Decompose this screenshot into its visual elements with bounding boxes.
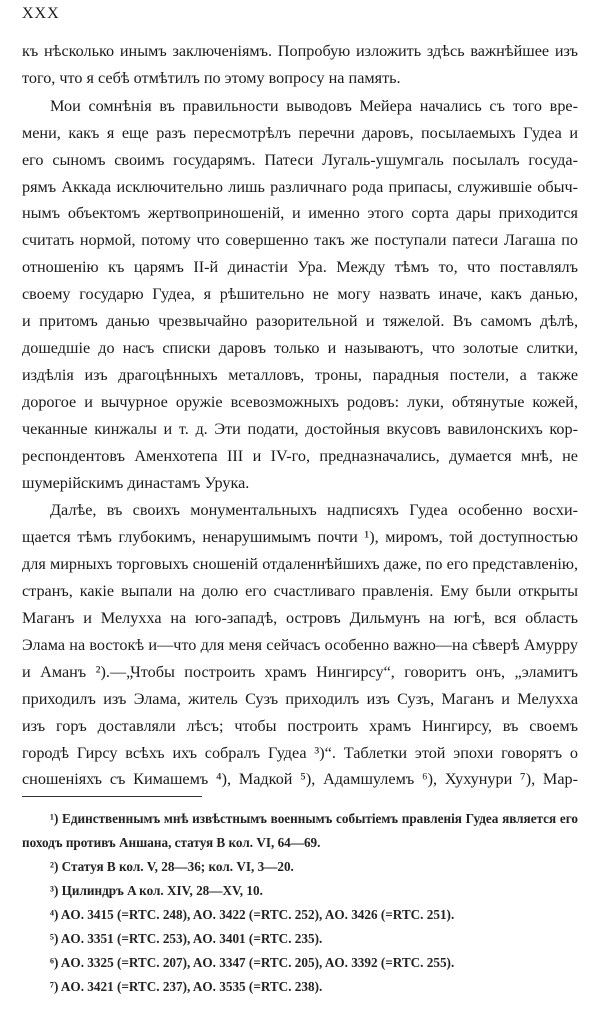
footnote-divider xyxy=(22,796,202,797)
text-line: своему государю Гудеа, я рѣшительно не могу назвать иначе, какъ данью, xyxy=(22,285,578,304)
text-line: того, что я себѣ отмѣтилъ по этому вопросу на память. xyxy=(22,68,401,87)
footnote-line: ⁴) AO. 3415 (=RTC. 248), AO. 3422 (=RTC. 252), AO. 3426 (=RTC. 251). xyxy=(50,907,455,923)
text-line: мени, какъ я еще разъ пересмотрѣлъ перечни даровъ, посылаемыхъ Гудеа и xyxy=(22,123,578,142)
text-line: шумерійскимъ династамъ Урука. xyxy=(22,473,250,492)
footnote-line: ⁷) AO. 3421 (=RTC. 237), AO. 3535 (=RTC. 238). xyxy=(50,979,323,995)
text-line: издѣлія изъ драгоцѣнныхъ металловъ, троны, парадныя постели, а также xyxy=(22,365,578,384)
footnote-line: ⁵) AO. 3351 (=RTC. 253), AO. 3401 (=RTC. 235). xyxy=(50,931,323,947)
text-line: для мирныхъ торговыхъ сношеній отдаленнѣйшихъ даже, по его представленію, xyxy=(22,555,578,574)
text-line: Элама на востокѣ и—что для меня сейчасъ особенно важно—на сѣверѣ Амурру xyxy=(22,635,578,654)
footnote-line: ⁶) AO. 3325 (=RTC. 207), AO. 3347 (=RTC. 205), AO. 3392 (=RTC. 255). xyxy=(50,955,455,971)
text-line: Мои сомнѣнія въ правильности выводовъ Мейера начались съ того вре- xyxy=(50,96,578,115)
text-line: дорогое и вычурное оружіе всевозможныхъ родовъ: луки, обтянутые кожей, xyxy=(22,392,578,411)
footnote-line: ²) Статуя B кол. V, 28—36; кол. VI, 3—20. xyxy=(50,859,294,875)
paragraph xyxy=(22,497,578,793)
text-line: городѣ Гирсу всѣхъ ихъ собралъ Гудеа ³)“. Таблетки этой эпохи говорятъ о xyxy=(22,743,578,762)
text-line: рямъ Аккада исключительно лишь различнаго рода припасы, служившіе обыч- xyxy=(22,177,578,196)
text-line: респондентовъ Аменхотепа III и IV-го, предназначались, думается мнѣ, не xyxy=(22,446,578,465)
text-line: и притомъ данью чрезвычайно разорительной и тяжелой. Въ самомъ дѣлѣ, xyxy=(22,312,578,331)
text-line: Маганъ и Мелухха на юго-западѣ, островъ Дильмунъ на югѣ, вся область xyxy=(22,609,578,628)
text-line: его сыномъ своимъ государямъ. Патеси Лугаль-ушумгаль посылалъ госуда- xyxy=(22,150,578,169)
footnote-line: походъ противъ Аншана, статуя B кол. VI, 64—69. xyxy=(22,835,321,851)
page-number: XXX xyxy=(22,5,60,22)
text-line: и Аманъ ²).—„Чтобы построить храмъ Нингирсу“, говоритъ онъ, „эламитъ xyxy=(22,662,578,681)
text-line: Далѣе, въ своихъ монументальныхъ надписяхъ Гудеа особенно восхи- xyxy=(50,501,578,520)
footnote-line: ¹) Единственнымъ мнѣ извѣстнымъ военнымъ событіемъ правленія Гудеа является его xyxy=(50,811,578,827)
text-line: чеканные кинжалы и т. д. Эти подати, достойныя вкусовъ вавилонскихъ кор- xyxy=(22,419,578,438)
text-line: отношенію къ царямъ II-й династіи Ура. Между тѣмъ то, что поставлялъ xyxy=(22,258,578,277)
text-line: нымъ объектомъ жертвоприношеній, и именно этого сорта дары приходится xyxy=(22,204,578,223)
text-line: дошедшіе до насъ списки даровъ только и называютъ, что золотые слитки, xyxy=(22,338,578,357)
text-line: странъ, какіе выпали на долю его счастливаго правленія. Ему были открыты xyxy=(22,582,578,601)
text-line: къ нѣсколько инымъ заключеніямъ. Попробую изложить здѣсь важнѣйшее изъ xyxy=(22,42,578,60)
text-line: щается тѣмъ глубокимъ, ненарушимымъ почти ¹), миромъ, той доступностью xyxy=(22,528,578,547)
text-line: сношеніяхъ съ Кимашемъ ⁴), Мадкой ⁵), Адамшулемъ ⁶), Хухунури ⁷), Мар- xyxy=(22,770,578,789)
footnote-line: ³) Цилиндръ A кол. XIV, 28—XV, 10. xyxy=(50,883,263,899)
main-text xyxy=(22,38,578,793)
text-line: считать нормой, потому что совершенно такъ же поступали патеси Лагаша по xyxy=(22,231,578,250)
paragraph xyxy=(22,38,578,92)
paragraph xyxy=(22,93,578,497)
footnotes xyxy=(22,807,578,999)
text-line: изъ горъ доставляли лѣсъ; чтобы построить храмъ Нингирсу, въ своемъ xyxy=(22,716,578,735)
text-line: приходилъ изъ Элама, житель Сузъ приходилъ изъ Сузъ, Маганъ и Мелухха xyxy=(22,689,578,708)
